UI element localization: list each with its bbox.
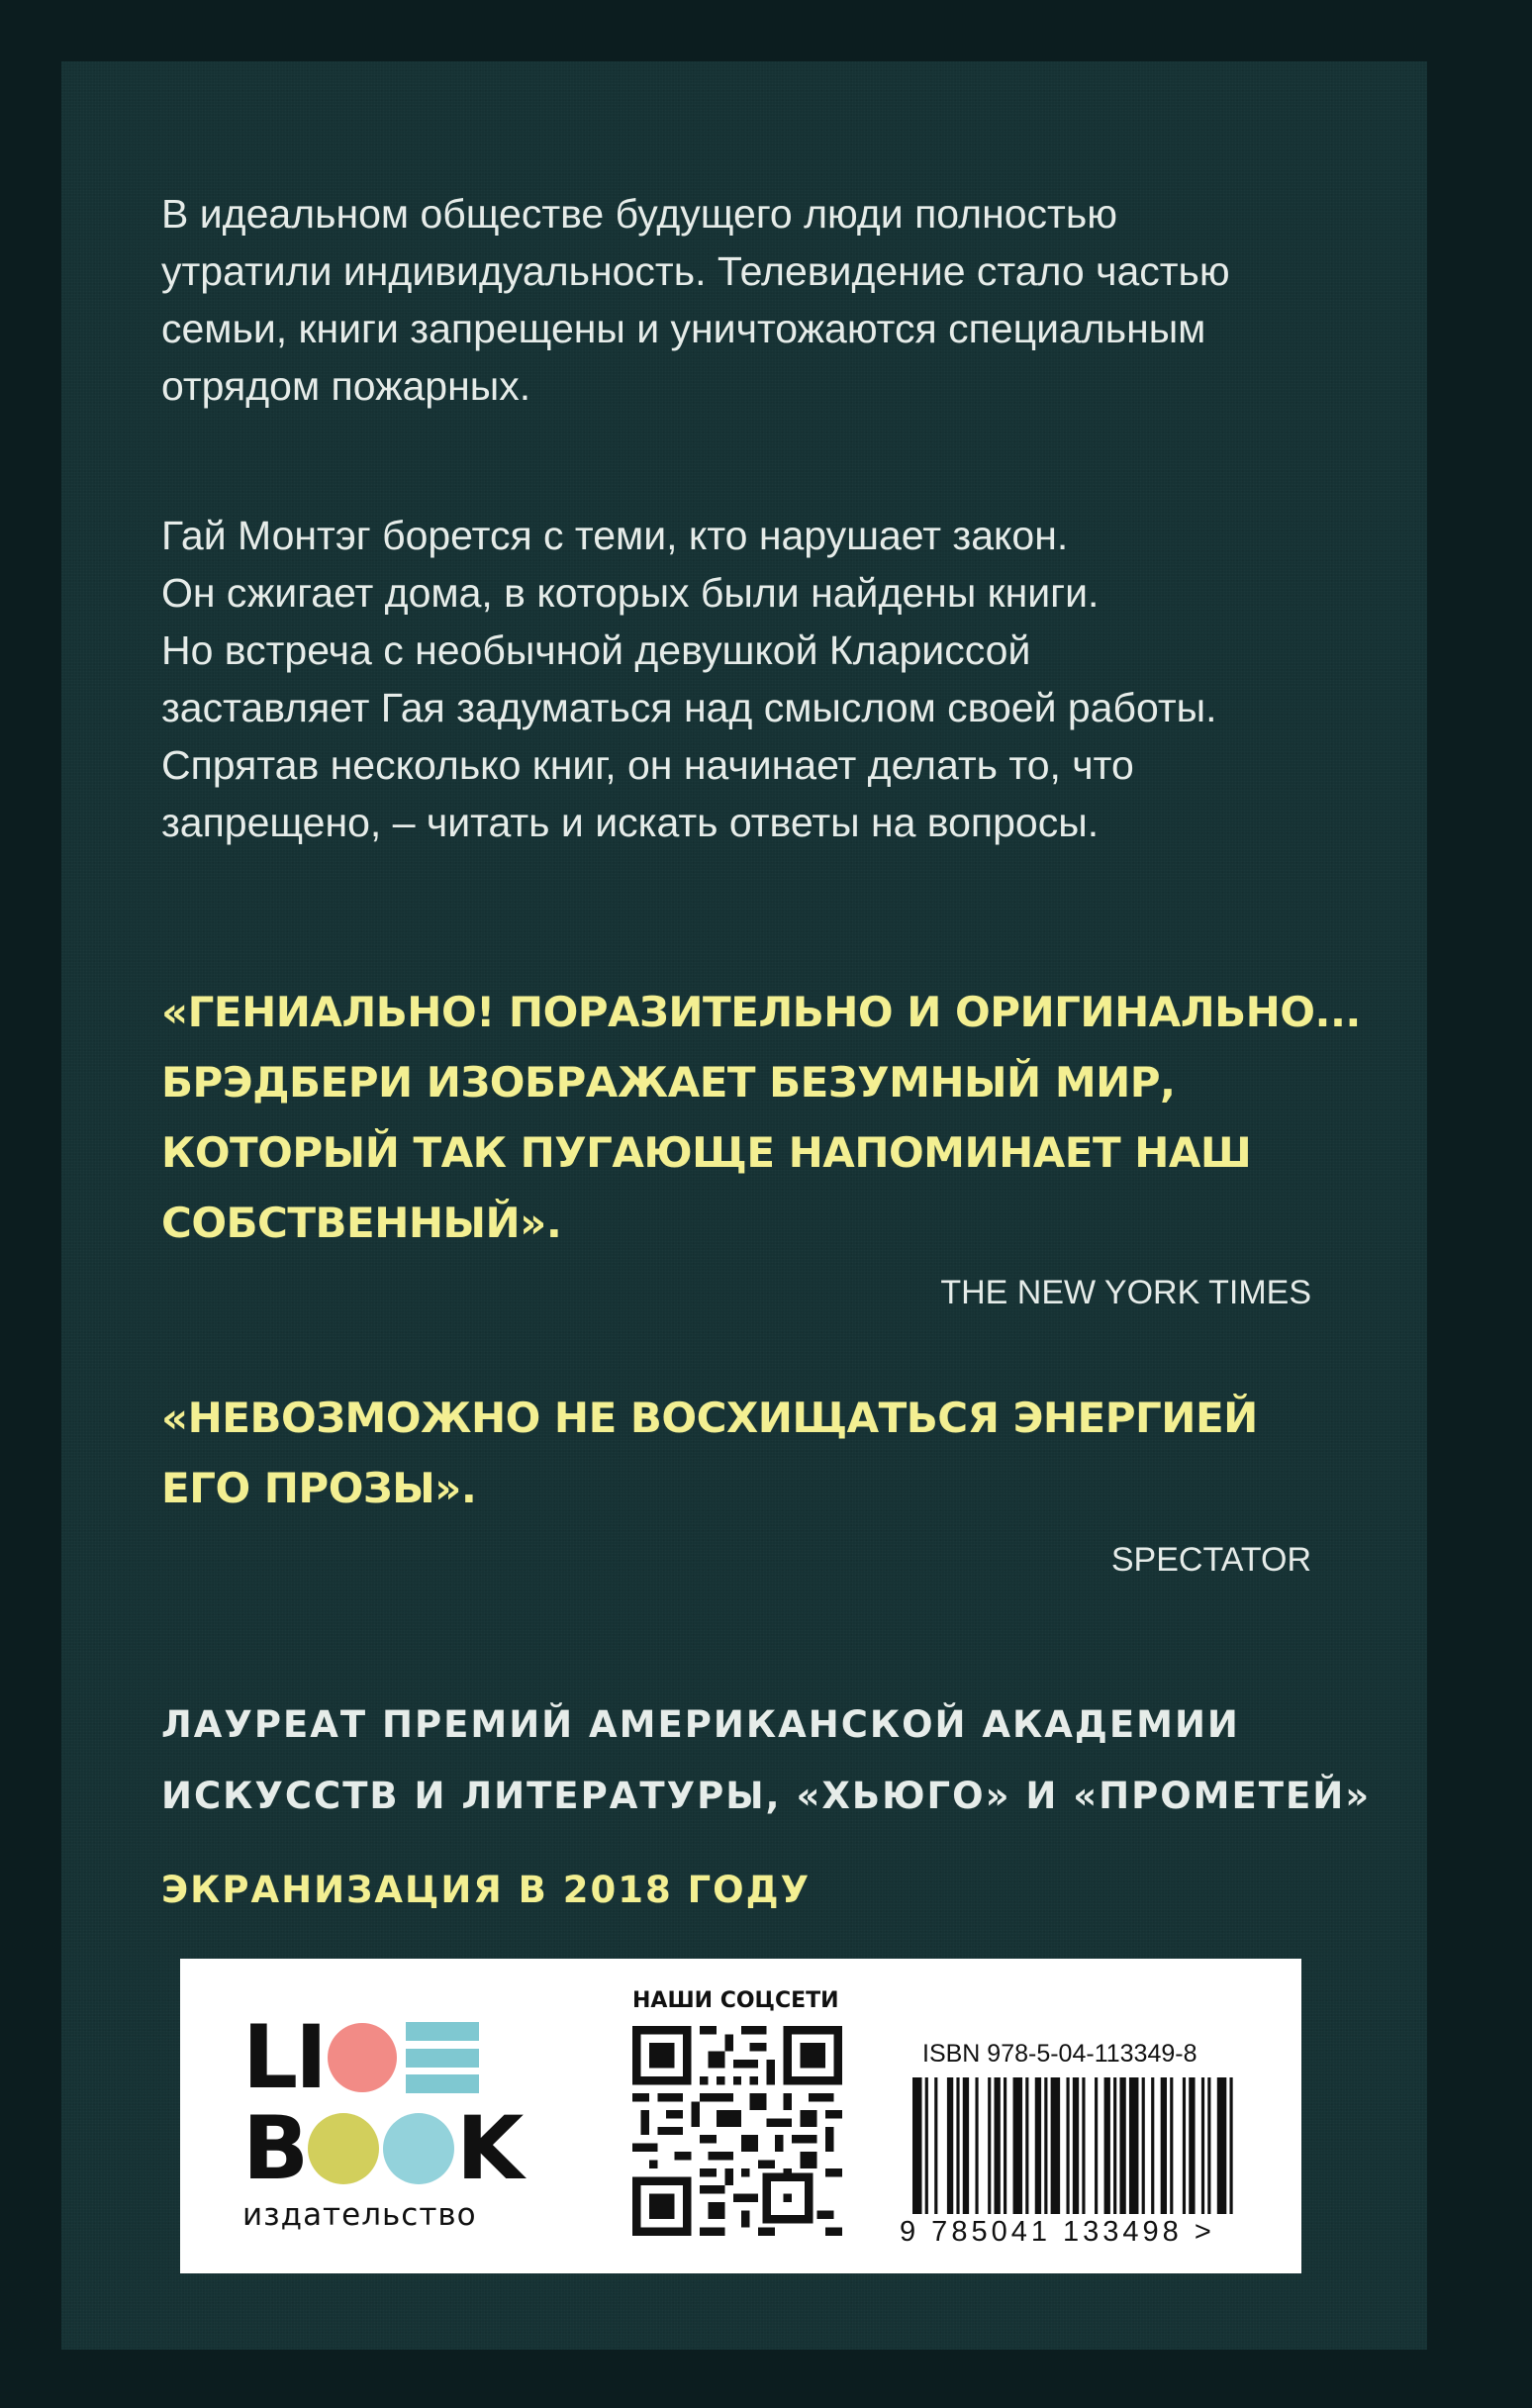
quote-line: КОТОРЫЙ ТАК ПУГАЮЩЕ НАПОМИНАЕТ НАШ (161, 1128, 1252, 1177)
logo-row-book (242, 2097, 522, 2199)
description-line: Но встреча с необычной девушкой Клариссой (161, 627, 1031, 673)
description-paragraph-1 (161, 185, 1388, 415)
description-line: Гай Монтэг борется с теми, кто нарушает закон. (161, 513, 1069, 558)
description-line: отрядом пожарных. (161, 363, 531, 409)
logo-k-circle (328, 2023, 397, 2092)
isbn-label: ISBN 978-5-04-113349-8 (922, 2040, 1197, 2068)
barcode-icon (912, 2077, 1239, 2214)
logo-letter-b: B (242, 2097, 307, 2199)
quote-line: «ГЕНИАЛЬНО! ПОРАЗИТЕЛЬНО И ОРИГИНАЛЬНО... (161, 988, 1361, 1036)
description-paragraph-2 (161, 507, 1388, 851)
book-back-cover (61, 61, 1427, 2350)
logo-e-bars (406, 2022, 479, 2093)
description-line: В идеальном обществе будущего люди полностью (161, 191, 1117, 237)
quote-line: БРЭДБЕРИ ИЗОБРАЖАЕТ БЕЗУМНЫЙ МИР, (161, 1058, 1176, 1107)
publisher-info-panel (180, 1959, 1301, 2273)
qr-code-icon[interactable] (632, 2026, 842, 2236)
quote-source-spectator: SPECTATOR (1110, 1541, 1311, 1579)
quote-source-nyt: THE NEW YORK TIMES (940, 1274, 1311, 1311)
description-line: Он сжигает дома, в которых были найдены книги. (161, 570, 1100, 616)
review-quote-spectator (161, 1383, 1258, 1523)
award-note (161, 1689, 1371, 1832)
logo-o-yellow (308, 2113, 379, 2184)
barcode-digits: 9 785041 133498 > (900, 2216, 1215, 2248)
award-line: ЛАУРЕАТ ПРЕМИЙ АМЕРИКАНСКОЙ АКАДЕМИИ (161, 1703, 1240, 1746)
quote-line: «НЕВОЗМОЖНО НЕ ВОСХИЩАТЬСЯ ЭНЕРГИЕЙ (161, 1394, 1258, 1442)
social-label: НАШИ СОЦСЕТИ (632, 1988, 839, 2013)
description-line: Спрятав несколько книг, он начинает делать то, что (161, 742, 1134, 788)
logo-letter-k: K (456, 2097, 522, 2199)
description-line: запрещено, – читать и искать ответы на вопросы. (161, 800, 1100, 845)
film-adaptation-note: ЭКРАНИЗАЦИЯ В 2018 ГОДУ (161, 1869, 812, 1911)
review-quote-nyt (161, 977, 1361, 1258)
publisher-logo (242, 2006, 559, 2233)
quote-line: СОБСТВЕННЫЙ». (161, 1199, 562, 1247)
logo-o-blue (383, 2113, 454, 2184)
award-line: ИСКУССТВ И ЛИТЕРАТУРЫ, «ХЬЮГО» И «ПРОМЕТЕЙ» (161, 1775, 1372, 1817)
quote-line: ЕГО ПРОЗЫ». (161, 1464, 477, 1512)
description-line: заставляет Гая задуматься над смыслом своей работы. (161, 685, 1217, 730)
description-line: утратили индивидуальность. Телевидение стало частью (161, 248, 1230, 294)
logo-row-like (242, 2006, 479, 2108)
logo-subtitle: издательство (242, 2197, 477, 2233)
description-line: семьи, книги запрещены и уничтожаются специальным (161, 306, 1206, 351)
logo-letters-li: LI (242, 2006, 325, 2108)
